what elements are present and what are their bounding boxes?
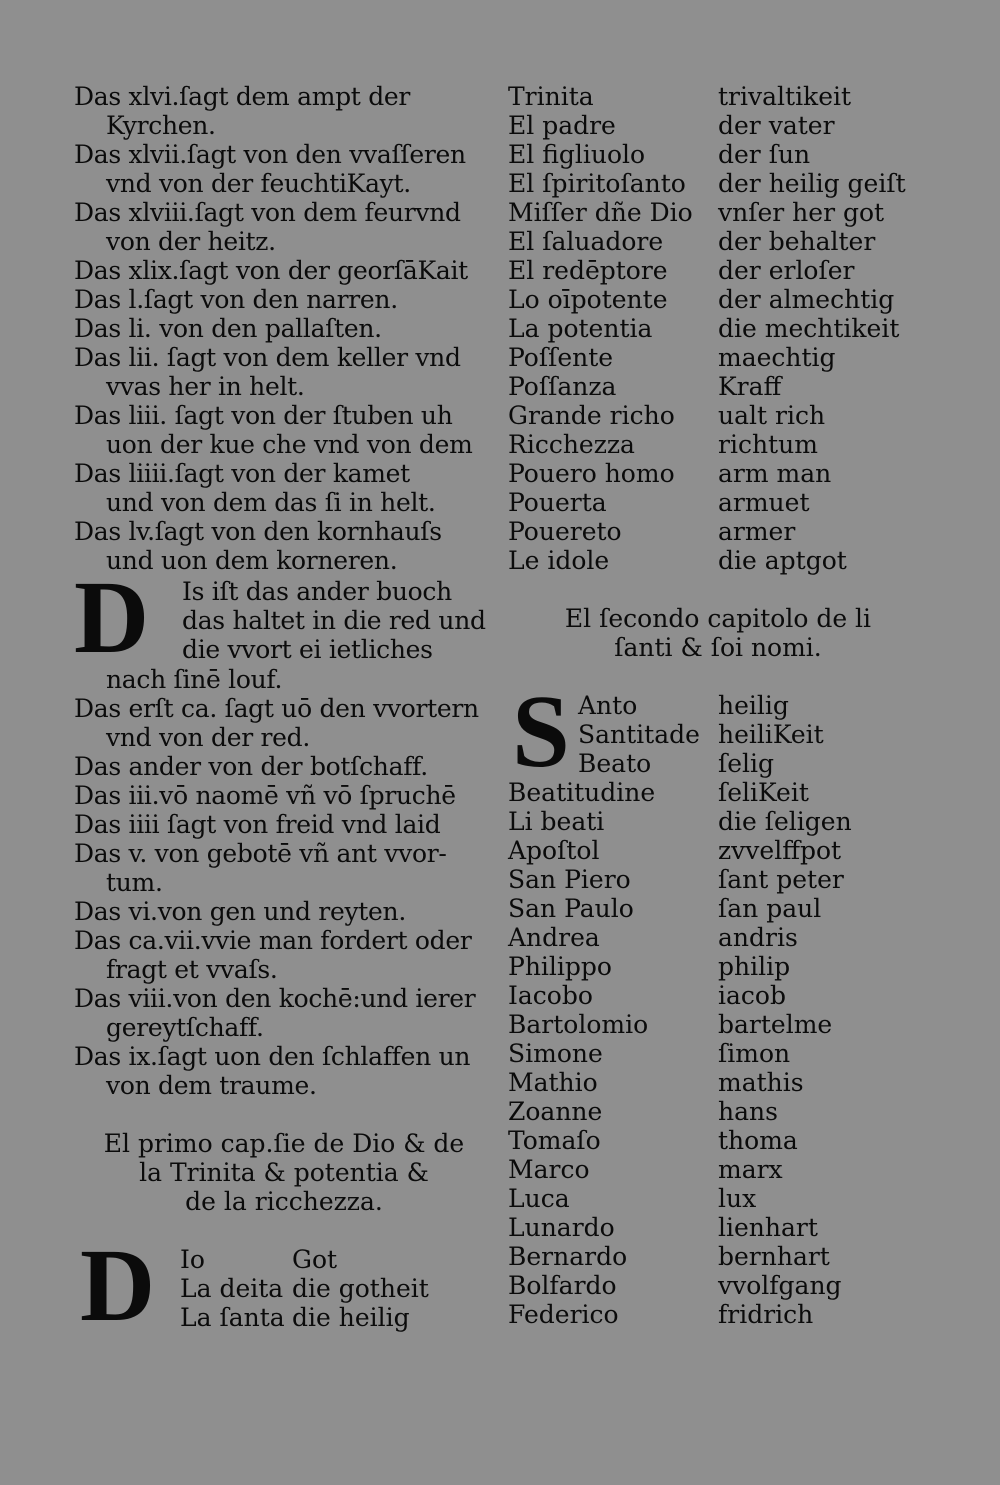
italian-term: Apoſtol (508, 836, 600, 865)
contents-entry: Das xlviii.ſagt von dem feurvnd (74, 198, 461, 227)
contents-entry-continuation: vnd von der red. (106, 723, 310, 752)
italian-term: Simone (508, 1039, 603, 1068)
german-term: philip (718, 952, 791, 981)
italian-term: Andrea (508, 923, 600, 952)
vocab-row (508, 140, 928, 169)
drop-cap-initial: D (80, 1228, 156, 1343)
vocab-row (508, 1010, 928, 1039)
italian-term: San Paulo (508, 894, 634, 923)
vocab-row (508, 1184, 928, 1213)
vocab-row (508, 807, 928, 836)
italian-term: El ſaluadore (508, 227, 664, 256)
german-term: ſimon (718, 1039, 791, 1068)
italian-term: Bolfardo (508, 1271, 617, 1300)
italian-term: Bernardo (508, 1242, 628, 1271)
german-term: richtum (718, 430, 818, 459)
vocab-row (508, 517, 928, 546)
vocab-row (508, 923, 928, 952)
vocab-row (508, 981, 928, 1010)
italian-term: Beatitudine (508, 778, 656, 807)
german-term: der behalter (718, 227, 876, 256)
vocab-row (508, 894, 928, 923)
german-term: die heilig (292, 1303, 410, 1332)
contents-entry: Das erſt ca. ſagt uō den vvortern (74, 694, 479, 723)
heading-line: El ſecondo capitolo de li (564, 604, 872, 633)
vocab-row (508, 1155, 928, 1184)
contents-entry: Das xlvi.ſagt dem ampt der (74, 82, 411, 111)
german-term: die gotheit (292, 1274, 429, 1303)
german-term: bernhart (718, 1242, 830, 1271)
italian-term: Bartolomio (508, 1010, 649, 1039)
chapter-heading (74, 1129, 494, 1216)
vocab-row (508, 111, 928, 140)
italian-term: Ricchezza (508, 430, 635, 459)
contents-entry: Das v. von gebotē vñ ant vvor- (74, 839, 447, 868)
italian-term: Zoanne (508, 1097, 603, 1126)
contents-entry: Das ander von der botſchaff. (74, 752, 428, 781)
german-term: lienhart (718, 1213, 818, 1242)
heading-line: de la ricchezza. (185, 1187, 383, 1216)
contents-entry-continuation: gereytſchaff. (106, 1013, 264, 1042)
vocab-row (508, 952, 928, 981)
german-term: ſeliKeit (718, 778, 809, 807)
vocab-row (508, 1068, 928, 1097)
drop-cap-tail: nach ſinē louf. (106, 665, 283, 694)
italian-term: Poueretο (508, 517, 622, 546)
german-term: armer (718, 517, 796, 546)
german-term: armuet (718, 488, 810, 517)
german-term: bartelme (718, 1010, 833, 1039)
italian-term: Pouerta (508, 488, 607, 517)
vocab-row (180, 1303, 429, 1332)
german-term: maechtig (718, 343, 836, 372)
vocab-row (508, 778, 928, 807)
contents-entry: Das viii.von den kochē:und ierer (74, 984, 476, 1013)
german-term: die mechtikeit (718, 314, 900, 343)
contents-entry-continuation: uon der kue che vnd von dem (106, 430, 473, 459)
german-term: vnſer her got (718, 198, 885, 227)
italian-term: La potentia (508, 314, 653, 343)
italian-term: Philippo (508, 952, 612, 981)
contents-entry: Das xlix.ſagt von der georſāKait (74, 256, 468, 285)
german-term: die ſeligen (718, 807, 852, 836)
italian-term: El ſpiritoſanto (508, 169, 686, 198)
contents-entry: Das li. von den pallaſten. (74, 314, 382, 343)
italian-term: Le idole (508, 546, 610, 575)
vocab-row (508, 1271, 928, 1300)
german-term: iacob (718, 981, 786, 1010)
german-term: zvvelffpot (718, 836, 842, 865)
italian-term: Beato (578, 749, 652, 778)
contents-entry: Das iiii ſagt von freid vnd laid (74, 810, 441, 839)
german-term: ſan paul (718, 894, 822, 923)
vocab-row (508, 1300, 928, 1329)
drop-cap-block (508, 674, 928, 789)
german-term: der erloſer (718, 256, 855, 285)
german-term: Got (292, 1245, 338, 1274)
heading-line: El primo cap.ſie de Dio & de (103, 1129, 465, 1158)
contents-entry-continuation: vvas her in helt. (106, 372, 305, 401)
italian-term: Li beati (508, 807, 605, 836)
german-term: der vater (718, 111, 835, 140)
german-term: ſant peter (718, 865, 844, 894)
right-column (508, 82, 928, 1329)
german-term: mathis (718, 1068, 804, 1097)
italian-term: La ſanta (180, 1303, 285, 1332)
vocab-row (508, 1213, 928, 1242)
drop-cap-line: Is iſt das ander buoch (182, 577, 452, 606)
contents-entry: Das ca.vii.vvie man fordert oder (74, 926, 472, 955)
german-term: der heilig geiſt (718, 169, 906, 198)
italian-term: Iacobo (508, 981, 593, 1010)
vocab-row (180, 1274, 429, 1303)
german-term: der ſun (718, 140, 811, 169)
heading-line: ſanti & ſoi nomi. (614, 633, 822, 662)
contents-entry-continuation: Kyrchen. (106, 111, 216, 140)
drop-cap-block (74, 1228, 494, 1343)
italian-term: Lo oīpotente (508, 285, 668, 314)
contents-entry: Das iii.vō naomē vñ vō ſpruchē (74, 781, 456, 810)
vocab-row (508, 1242, 928, 1271)
german-term: andris (718, 923, 798, 952)
italian-term: El padre (508, 111, 616, 140)
vocab-row (508, 314, 928, 343)
drop-cap-vocab (180, 1245, 429, 1332)
italian-term: Miſſer dñe Dio (508, 198, 693, 227)
german-term: marx (718, 1155, 783, 1184)
italian-term: El redēptore (508, 256, 668, 285)
italian-term: Grande richo (508, 401, 675, 430)
italian-term: La deita (180, 1274, 284, 1303)
italian-term: Poſſente (508, 343, 614, 372)
vocab-row (508, 430, 928, 459)
vocab-row (180, 1245, 429, 1274)
vocab-row (578, 720, 824, 749)
vocab-row (508, 1039, 928, 1068)
drop-cap-lines (182, 577, 486, 664)
german-term: arm man (718, 459, 832, 488)
drop-cap-line: die vvort ei ietliches (182, 635, 433, 664)
contents-entry: Das liiii.ſagt von der kamet (74, 459, 410, 488)
vocab-row (508, 169, 928, 198)
german-term: die aptgot (718, 546, 847, 575)
contents-entry: Das vi.von gen und reyten. (74, 897, 406, 926)
vocab-row (578, 749, 824, 778)
vocab-row (508, 285, 928, 314)
left-column (74, 82, 494, 1343)
contents-entry-continuation: und uon dem korneren. (106, 546, 398, 575)
german-term: heiliKeit (718, 720, 824, 749)
vocab-row (508, 459, 928, 488)
italian-term: San Piero (508, 865, 631, 894)
italian-term: Federico (508, 1300, 619, 1329)
german-term: fridrich (718, 1300, 814, 1329)
heading-line: la Trinita & potentia & (139, 1158, 429, 1187)
contents-entry: Das l.ſagt von den narren. (74, 285, 398, 314)
italian-term: Anto (578, 691, 638, 720)
drop-cap-initial: D (74, 560, 150, 675)
italian-term: Io (180, 1245, 205, 1274)
italian-term: Lunardo (508, 1213, 615, 1242)
vocab-row (508, 865, 928, 894)
italian-term: Tomaſo (508, 1126, 601, 1155)
italian-term: Marco (508, 1155, 590, 1184)
german-term: heilig (718, 691, 789, 720)
german-term: der almechtig (718, 285, 895, 314)
contents-entry-continuation: von dem traume. (106, 1071, 317, 1100)
italian-term: Mathio (508, 1068, 598, 1097)
vocab-row (508, 1097, 928, 1126)
vocab-row (508, 198, 928, 227)
italian-term: El figliuolo (508, 140, 646, 169)
contents-entry: Das liii. ſagt von der ſtuben uh (74, 401, 453, 430)
contents-entry-continuation: tum. (106, 868, 163, 897)
german-term: vvolfgang (718, 1271, 842, 1300)
drop-cap-initial: S (512, 674, 570, 789)
contents-entry: Das lii. ſagt von dem keller vnd (74, 343, 461, 372)
vocab-row (508, 227, 928, 256)
contents-entry-continuation: von der heitz. (106, 227, 276, 256)
chapter-heading (508, 604, 928, 662)
italian-term: Trinita (508, 82, 594, 111)
german-term: hans (718, 1097, 778, 1126)
vocab-row (508, 343, 928, 372)
vocab-row (508, 372, 928, 401)
contents-entry: Das xlvii.ſagt von den vvaſſeren (74, 140, 466, 169)
vocab-row (508, 256, 928, 285)
german-term: Kraff (718, 372, 782, 401)
contents-entry-continuation: und von dem das ſi in helt. (106, 488, 436, 517)
german-term: ſelig (718, 749, 775, 778)
contents-entry-continuation: fragt et vvaſs. (106, 955, 278, 984)
contents-entry: Das lv.ſagt von den kornhauſs (74, 517, 442, 546)
contents-entry-continuation: vnd von der feuchtiKayt. (106, 169, 411, 198)
italian-term: Pouero homo (508, 459, 675, 488)
vocab-row (508, 488, 928, 517)
drop-cap-line: das haltet in die red und (182, 606, 486, 635)
vocab-row (508, 836, 928, 865)
vocab-row (508, 82, 928, 111)
german-term: thoma (718, 1126, 798, 1155)
vocab-row (508, 401, 928, 430)
german-term: lux (718, 1184, 757, 1213)
vocab-row (578, 691, 824, 720)
german-term: ualt rich (718, 401, 826, 430)
vocab-row (508, 1126, 928, 1155)
italian-term: Santitade (578, 720, 700, 749)
drop-cap-vocab (578, 691, 824, 778)
italian-term: Poſſanza (508, 372, 617, 401)
vocab-row (508, 546, 928, 575)
contents-entry: Das ix.ſagt uon den ſchlaffen un (74, 1042, 471, 1071)
german-term: trivaltikeit (718, 82, 852, 111)
italian-term: Luca (508, 1184, 570, 1213)
